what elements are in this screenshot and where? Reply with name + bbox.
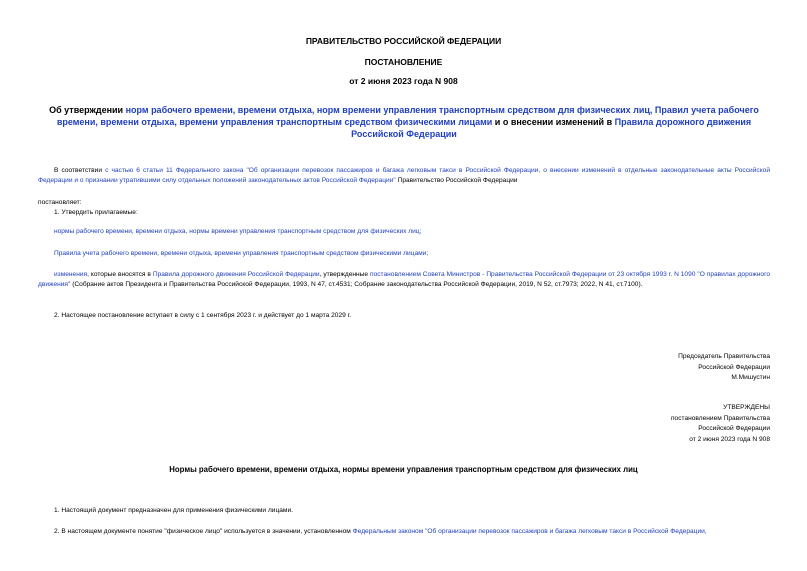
document-title	[38, 104, 770, 140]
preamble-paragraph	[38, 166, 770, 186]
title-traffic-rules-link[interactable]: Правила дорожного движения Российской Федерации	[351, 117, 752, 139]
approved-norms-item	[38, 227, 770, 237]
changes-link[interactable]: изменения	[54, 271, 88, 278]
preamble-text-2: Правительство Российской Федерации	[395, 177, 518, 184]
signature-line-3: М.Мишустин	[731, 374, 770, 381]
approved-rules-link[interactable]: Правила учета рабочего времени, времени отдыха, времени управления транспортным средством физическими лицами;	[54, 250, 429, 257]
norms-item-2-law-link[interactable]: Федеральным законом "Об организации перевозок пассажиров и багажа легковым такси в Российской Федерации,	[352, 528, 707, 535]
approval-block	[671, 403, 770, 445]
approved-changes-item	[38, 270, 770, 290]
item-2: 2. Настоящее постановление вступает в силу с 1 сентября 2023 г. и действует до 1 марта 2029 г.	[54, 312, 352, 319]
approved-rules-item	[38, 249, 770, 259]
approval-line-3: Российской Федерации	[698, 425, 770, 432]
preamble-law-link[interactable]: с частью 6 статьи 11 Федерального закона "Об организации перевозок пассажиров и багажа легковым такси в Российской Федерации, о внесении изменений в отдельные законодательные акты Российской Федерации и о признании утратившими силу отдельных положений законодательных актов Российской Федерации"	[38, 167, 771, 184]
document-type-heading: ПОСТАНОВЛЕНИЕ	[364, 57, 443, 67]
title-text-1: Об утверждении	[49, 105, 126, 115]
changes-text-2: , утвержденные	[319, 271, 370, 278]
norms-title: Нормы рабочего времени, времени отдыха, нормы времени управления транспортным средством для физических лиц	[169, 465, 638, 474]
norms-item-2-text: 2. В настоящем документе понятие "физическое лицо" используется в значении, установленном	[54, 528, 353, 535]
norms-item-2	[38, 527, 770, 537]
approved-norms-link[interactable]: нормы рабочего времени, времени отдыха, нормы времени управления транспортным средством для физических лиц;	[54, 228, 422, 235]
changes-traffic-rules-link[interactable]: Правила дорожного движения Российской Федерации	[152, 271, 320, 278]
approval-line-4: от 2 июня 2023 года N 908	[689, 435, 770, 443]
government-heading: ПРАВИТЕЛЬСТВО РОССИЙСКОЙ ФЕДЕРАЦИИ	[305, 36, 502, 46]
document-date: от 2 июня 2023 года N 908	[349, 76, 458, 86]
decree-word: постановляет:	[38, 199, 82, 206]
signature-line-2: Российской Федерации	[698, 363, 770, 371]
changes-text-1: , которые вносятся в	[87, 271, 153, 278]
title-text-2: и о внесении изменений в	[492, 117, 615, 127]
signature-line-1: Председатель Правительства	[678, 353, 770, 360]
signature-block	[678, 352, 770, 384]
norms-item-1: 1. Настоящий документ предназначен для применения физическими лицами.	[54, 507, 293, 514]
changes-decree-link[interactable]: постановлением Совета Министров - Правительства Российской Федерации от 23 октября 1993 г. N 1090 "О правилах дорожного движения"	[38, 271, 770, 288]
preamble-text-1: В соответствии	[54, 167, 106, 174]
approval-line-1: УТВЕРЖДЕНЫ	[723, 404, 770, 411]
title-norms-link[interactable]: норм рабочего времени, времени отдыха, норм времени управления транспортным средством для физических лиц, Правил учета рабочего времени, времени отдыха, времени управления транспортным средством физическими лицами	[56, 105, 759, 127]
changes-text-3: (Собрание актов Президента и Правительства Российской Федерации, 1993, N 47, ст.4531; Собрание законодательства Российской Федерации, 2019, N 52, ст.7973; 2022, N 41, ст.7100).	[70, 281, 643, 288]
approval-line-2: постановлением Правительства	[670, 414, 770, 422]
item-1: 1. Утвердить прилагаемые:	[54, 209, 138, 216]
